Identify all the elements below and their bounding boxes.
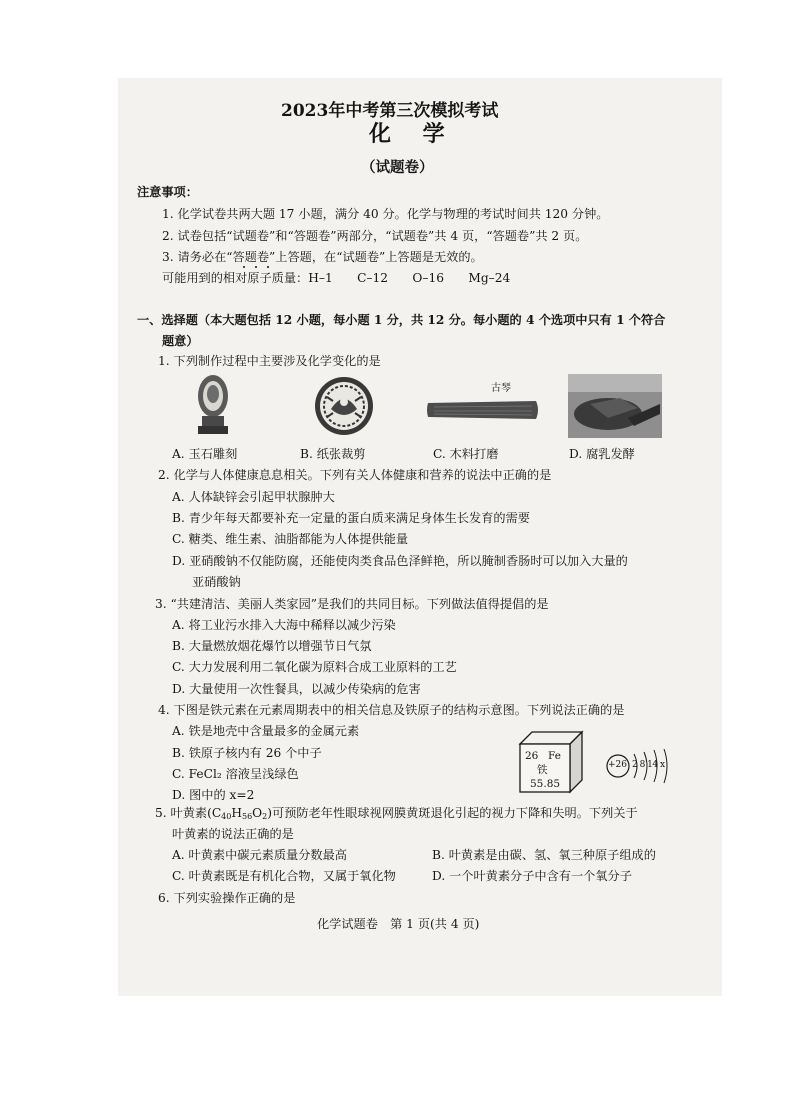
atom-nucleus-charge: +26 <box>608 760 627 770</box>
note-item-3: 3. 请务必在“答题卷”上答题，在“试题卷”上答题是无效的。 <box>162 250 483 264</box>
q3-option-c: C. 大力发展利用二氧化碳为原料合成工业原料的工艺 <box>172 660 457 674</box>
fermented-tofu-image <box>568 374 662 438</box>
q5-stem-post: )可预防老年性眼球视网膜黄斑退化引起的视力下降和失明。下列关于 <box>267 806 638 820</box>
note-item-2: 2. 试卷包括“试题卷”和“答题卷”两部分，“试题卷”共 4 页，“答题卷”共 2 页。 <box>162 229 588 243</box>
emphasis-dot <box>267 266 269 268</box>
q5-stem-cont: 叶黄素的说法正确的是 <box>172 827 294 841</box>
q2-option-c: C. 糖类、维生素、油脂都能为人体提供能量 <box>172 532 409 546</box>
q3-option-b: B. 大量燃放烟花爆竹以增强节日气氛 <box>172 639 372 653</box>
element-number: 26 <box>525 750 539 762</box>
emphasis-dot <box>243 266 245 268</box>
element-mass: 55.85 <box>530 778 561 790</box>
q4-option-a: A. 铁是地壳中含量最多的金属元素 <box>172 724 360 738</box>
q6-stem: 6. 下列实验操作正确的是 <box>158 891 296 905</box>
q5-option-b: B. 叶黄素是由碳、氢、氧三种原子组成的 <box>432 848 656 862</box>
q5-stem <box>155 805 638 821</box>
q4-option-b: B. 铁原子核内有 26 个中子 <box>172 746 322 760</box>
q5-sub-h: 56 <box>241 812 253 821</box>
atom-shell-electrons: 2 8 14 x <box>632 760 665 770</box>
paper-cutting-image <box>313 375 375 437</box>
guqin-label: 古琴 <box>491 383 511 394</box>
q1-option-a: A. 玉石雕刻 <box>172 447 238 461</box>
q1-option-b: B. 纸张裁剪 <box>300 447 366 461</box>
q1-option-c: C. 木料打磨 <box>433 447 499 461</box>
q5-sub-o: 2 <box>262 812 268 821</box>
q3-option-d: D. 大量使用一次性餐具，以减少传染病的危害 <box>172 682 421 696</box>
subject-title: 化 学 <box>369 121 457 147</box>
q4-option-c: C. FeCl₂ 溶液呈浅绿色 <box>172 767 299 781</box>
q3-stem: 3. “共建清洁、美丽人类家园”是我们的共同目标。下列做法值得提倡的是 <box>155 597 549 611</box>
atomic-mass-line: 可能用到的相对原子质量：H–1 C–12 O–16 Mg–24 <box>162 271 511 285</box>
q5-sub-c: 40 <box>221 812 232 821</box>
q5-o: O <box>252 806 263 820</box>
q4-option-d: D. 图中的 x=2 <box>172 788 255 802</box>
paper-type: （试题卷） <box>361 159 434 176</box>
jade-carving-image <box>194 372 232 436</box>
note-item-1: 1. 化学试卷共两大题 17 小题，满分 40 分。化学与物理的考试时间共 120 分钟。 <box>162 207 609 221</box>
q2-option-d-cont: 亚硝酸钠 <box>192 575 241 589</box>
q1-option-d: D. 腐乳发酵 <box>569 447 635 461</box>
q3-option-a: A. 将工业污水排入大海中稀释以减少污染 <box>172 618 396 632</box>
guqin-image <box>424 395 540 425</box>
q4-stem: 4. 下图是铁元素在元素周期表中的相关信息及铁原子的结构示意图。下列说法正确的是 <box>158 703 625 717</box>
emphasis-dot <box>255 266 257 268</box>
section1-heading-cont: 题意） <box>162 334 199 348</box>
q5-stem-pre: 5. 叶黄素(C <box>155 806 222 820</box>
section1-heading: 一、选择题（本大题包括 12 小题，每小题 1 分，共 12 分。每小题的 4 个选项中只有 1 个符合 <box>137 313 666 327</box>
q1-stem: 1. 下列制作过程中主要涉及化学变化的是 <box>158 354 381 368</box>
page-footer: 化学试题卷 第 1 页(共 4 页) <box>317 917 480 931</box>
q2-option-d: D. 亚硝酸钠不仅能防腐，还能使肉类食品色泽鲜艳，所以腌制香肠时可以加入大量的 <box>172 554 628 568</box>
exam-title: 2023年中考第三次模拟考试 <box>281 101 499 121</box>
q5-option-a: A. 叶黄素中碳元素质量分数最高 <box>172 848 347 862</box>
notes-heading: 注意事项： <box>137 185 198 199</box>
element-name: 铁 <box>537 764 548 776</box>
q2-stem: 2. 化学与人体健康息息相关。下列有关人体健康和营养的说法中正确的是 <box>158 468 552 482</box>
q2-option-b: B. 青少年每天都要补充一定量的蛋白质来满足身体生长发育的需要 <box>172 511 530 525</box>
q5-option-d: D. 一个叶黄素分子中含有一个氧分子 <box>432 869 632 883</box>
q2-option-a: A. 人体缺锌会引起甲状腺肿大 <box>172 490 335 504</box>
q5-option-c: C. 叶黄素既是有机化合物，又属于氧化物 <box>172 869 396 883</box>
element-symbol: Fe <box>548 750 561 762</box>
q5-h: H <box>231 806 242 820</box>
